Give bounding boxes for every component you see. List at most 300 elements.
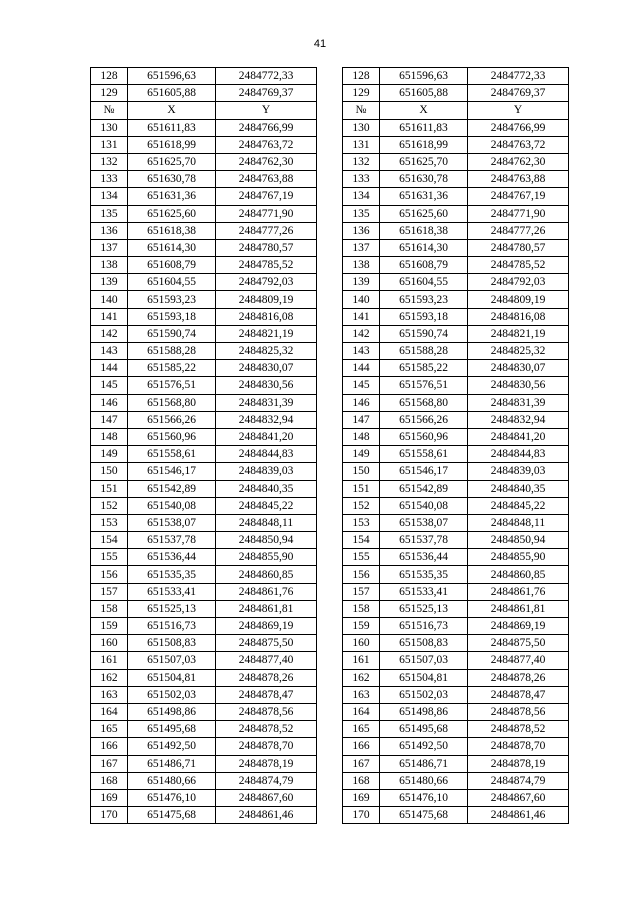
y-coordinate-cell: 2484878,52 [468, 721, 569, 738]
y-coordinate-cell: Y [468, 102, 569, 119]
table-row [91, 635, 569, 652]
y-coordinate-cell: 2484878,19 [216, 755, 317, 772]
table-row [91, 325, 569, 342]
table-row [91, 446, 569, 463]
column-gap [317, 652, 343, 669]
table-row [91, 411, 569, 428]
point-number-cell: 131 [343, 136, 380, 153]
y-coordinate-cell: 2484848,11 [216, 514, 317, 531]
y-coordinate-cell: 2484850,94 [216, 532, 317, 549]
column-gap [317, 738, 343, 755]
column-gap [317, 703, 343, 720]
y-coordinate-cell: 2484878,26 [216, 669, 317, 686]
x-coordinate-cell: 651585,22 [380, 360, 468, 377]
table-row [91, 669, 569, 686]
y-coordinate-cell: 2484831,39 [468, 394, 569, 411]
x-coordinate-cell: 651516,73 [128, 618, 216, 635]
x-coordinate-cell: 651593,18 [128, 308, 216, 325]
y-coordinate-cell: 2484831,39 [216, 394, 317, 411]
y-coordinate-cell: 2484878,70 [468, 738, 569, 755]
table-row [91, 652, 569, 669]
point-number-cell: 158 [343, 600, 380, 617]
column-gap [317, 360, 343, 377]
point-number-cell: 153 [91, 514, 128, 531]
x-coordinate-cell: 651542,89 [380, 480, 468, 497]
x-coordinate-cell: 651593,18 [380, 308, 468, 325]
x-coordinate-cell: 651504,81 [380, 669, 468, 686]
table-row [91, 738, 569, 755]
point-number-cell: 150 [343, 463, 380, 480]
column-gap [317, 600, 343, 617]
x-coordinate-cell: 651498,86 [128, 703, 216, 720]
column-gap [317, 343, 343, 360]
y-coordinate-cell: 2484769,37 [216, 85, 317, 102]
point-number-cell: 153 [343, 514, 380, 531]
table-row [91, 68, 569, 85]
point-number-cell: 151 [91, 480, 128, 497]
point-number-cell: 129 [91, 85, 128, 102]
y-coordinate-cell: 2484878,52 [216, 721, 317, 738]
x-coordinate-cell: X [380, 102, 468, 119]
y-coordinate-cell: 2484860,85 [468, 566, 569, 583]
point-number-cell: 147 [91, 411, 128, 428]
y-coordinate-cell: 2484878,56 [216, 703, 317, 720]
y-coordinate-cell: 2484877,40 [468, 652, 569, 669]
point-number-cell: 139 [91, 274, 128, 291]
x-coordinate-cell: 651568,80 [128, 394, 216, 411]
column-gap [317, 583, 343, 600]
x-coordinate-cell: 651546,17 [128, 463, 216, 480]
point-number-cell: 156 [91, 566, 128, 583]
table-row [91, 394, 569, 411]
y-coordinate-cell: 2484840,35 [216, 480, 317, 497]
table-row [91, 755, 569, 772]
x-coordinate-cell: 651631,36 [380, 188, 468, 205]
point-number-cell: 167 [91, 755, 128, 772]
column-gap [317, 394, 343, 411]
point-number-cell: 159 [91, 618, 128, 635]
column-gap [317, 377, 343, 394]
point-number-cell: 146 [91, 394, 128, 411]
column-gap [317, 325, 343, 342]
y-coordinate-cell: 2484832,94 [216, 411, 317, 428]
point-number-cell: 149 [91, 446, 128, 463]
y-coordinate-cell: 2484860,85 [216, 566, 317, 583]
y-coordinate-cell: 2484869,19 [468, 618, 569, 635]
y-coordinate-cell: 2484763,88 [468, 171, 569, 188]
x-coordinate-cell: 651608,79 [128, 257, 216, 274]
table-row [91, 308, 569, 325]
table-row [91, 789, 569, 806]
y-coordinate-cell: 2484821,19 [216, 325, 317, 342]
point-number-cell: 139 [343, 274, 380, 291]
y-coordinate-cell: 2484785,52 [216, 257, 317, 274]
x-coordinate-cell: 651546,17 [380, 463, 468, 480]
point-number-cell: 138 [343, 257, 380, 274]
x-coordinate-cell: X [128, 102, 216, 119]
x-coordinate-cell: 651480,66 [380, 772, 468, 789]
y-coordinate-cell: 2484763,72 [468, 136, 569, 153]
y-coordinate-cell: 2484867,60 [468, 789, 569, 806]
point-number-cell: 163 [91, 686, 128, 703]
y-coordinate-cell: 2484840,35 [468, 480, 569, 497]
x-coordinate-cell: 651502,03 [128, 686, 216, 703]
point-number-cell: 148 [91, 428, 128, 445]
y-coordinate-cell: 2484878,56 [468, 703, 569, 720]
x-coordinate-cell: 651492,50 [380, 738, 468, 755]
point-number-cell: 136 [91, 222, 128, 239]
table-row [91, 274, 569, 291]
x-coordinate-cell: 651542,89 [128, 480, 216, 497]
x-coordinate-cell: 651590,74 [380, 325, 468, 342]
point-number-cell: 143 [343, 343, 380, 360]
y-coordinate-cell: 2484792,03 [216, 274, 317, 291]
y-coordinate-cell: 2484830,07 [468, 360, 569, 377]
y-coordinate-cell: 2484861,81 [468, 600, 569, 617]
point-number-cell: 157 [343, 583, 380, 600]
point-number-cell: 164 [91, 703, 128, 720]
x-coordinate-cell: 651593,23 [128, 291, 216, 308]
x-coordinate-cell: 651533,41 [380, 583, 468, 600]
column-gap [317, 514, 343, 531]
y-coordinate-cell: 2484762,30 [468, 153, 569, 170]
y-coordinate-cell: 2484878,70 [216, 738, 317, 755]
point-number-cell: 162 [91, 669, 128, 686]
x-coordinate-cell: 651475,68 [128, 807, 216, 824]
x-coordinate-cell: 651495,68 [380, 721, 468, 738]
x-coordinate-cell: 651558,61 [380, 446, 468, 463]
y-coordinate-cell: 2484825,32 [216, 343, 317, 360]
x-coordinate-cell: 651538,07 [128, 514, 216, 531]
column-gap [317, 532, 343, 549]
column-gap [317, 205, 343, 222]
x-coordinate-cell: 651625,70 [380, 153, 468, 170]
table-row [91, 497, 569, 514]
x-coordinate-cell: 651631,36 [128, 188, 216, 205]
column-gap [317, 68, 343, 85]
x-coordinate-cell: 651585,22 [128, 360, 216, 377]
point-number-cell: 129 [343, 85, 380, 102]
table-row [91, 222, 569, 239]
column-gap [317, 239, 343, 256]
x-coordinate-cell: 651486,71 [380, 755, 468, 772]
column-gap [317, 789, 343, 806]
table-row [91, 703, 569, 720]
y-coordinate-cell: 2484867,60 [216, 789, 317, 806]
point-number-cell: 160 [343, 635, 380, 652]
column-gap [317, 566, 343, 583]
table-row [91, 583, 569, 600]
column-gap [317, 222, 343, 239]
y-coordinate-cell: 2484785,52 [468, 257, 569, 274]
x-coordinate-cell: 651535,35 [380, 566, 468, 583]
point-number-cell: 128 [343, 68, 380, 85]
x-coordinate-cell: 651560,96 [128, 428, 216, 445]
x-coordinate-cell: 651537,78 [380, 532, 468, 549]
table-row [91, 686, 569, 703]
column-gap [317, 549, 343, 566]
point-number-cell: 132 [343, 153, 380, 170]
x-coordinate-cell: 651502,03 [380, 686, 468, 703]
table-row [91, 549, 569, 566]
column-gap [317, 136, 343, 153]
column-gap [317, 119, 343, 136]
table-row [91, 480, 569, 497]
y-coordinate-cell: 2484861,76 [468, 583, 569, 600]
table-header-row [91, 102, 569, 119]
point-number-cell: 168 [91, 772, 128, 789]
y-coordinate-cell: 2484830,56 [468, 377, 569, 394]
y-coordinate-cell: 2484821,19 [468, 325, 569, 342]
table-row [91, 600, 569, 617]
y-coordinate-cell: 2484772,33 [468, 68, 569, 85]
x-coordinate-cell: 651625,60 [128, 205, 216, 222]
x-coordinate-cell: 651596,63 [128, 68, 216, 85]
x-coordinate-cell: 651614,30 [128, 239, 216, 256]
x-coordinate-cell: 651498,86 [380, 703, 468, 720]
point-number-cell: № [343, 102, 380, 119]
y-coordinate-cell: 2484878,19 [468, 755, 569, 772]
column-gap [317, 428, 343, 445]
point-number-cell: 149 [343, 446, 380, 463]
x-coordinate-cell: 651525,13 [128, 600, 216, 617]
point-number-cell: 141 [343, 308, 380, 325]
y-coordinate-cell: 2484766,99 [468, 119, 569, 136]
x-coordinate-cell: 651618,38 [380, 222, 468, 239]
point-number-cell: 166 [91, 738, 128, 755]
x-coordinate-cell: 651495,68 [128, 721, 216, 738]
y-coordinate-cell: 2484825,32 [468, 343, 569, 360]
x-coordinate-cell: 651475,68 [380, 807, 468, 824]
x-coordinate-cell: 651492,50 [128, 738, 216, 755]
y-coordinate-cell: 2484878,26 [468, 669, 569, 686]
x-coordinate-cell: 651480,66 [128, 772, 216, 789]
column-gap [317, 102, 343, 119]
point-number-cell: 159 [343, 618, 380, 635]
point-number-cell: 160 [91, 635, 128, 652]
x-coordinate-cell: 651508,83 [380, 635, 468, 652]
column-gap [317, 257, 343, 274]
y-coordinate-cell: 2484772,33 [216, 68, 317, 85]
x-coordinate-cell: 651540,08 [128, 497, 216, 514]
table-row [91, 257, 569, 274]
point-number-cell: 152 [91, 497, 128, 514]
x-coordinate-cell: 651608,79 [380, 257, 468, 274]
point-number-cell: 154 [91, 532, 128, 549]
y-coordinate-cell: 2484839,03 [468, 463, 569, 480]
y-coordinate-cell: 2484809,19 [216, 291, 317, 308]
y-coordinate-cell: 2484861,46 [216, 807, 317, 824]
point-number-cell: 136 [343, 222, 380, 239]
y-coordinate-cell: 2484845,22 [468, 497, 569, 514]
column-gap [317, 721, 343, 738]
x-coordinate-cell: 651611,83 [380, 119, 468, 136]
point-number-cell: 133 [91, 171, 128, 188]
point-number-cell: 164 [343, 703, 380, 720]
y-coordinate-cell: 2484771,90 [468, 205, 569, 222]
column-gap [317, 85, 343, 102]
point-number-cell: 170 [343, 807, 380, 824]
y-coordinate-cell: 2484763,72 [216, 136, 317, 153]
y-coordinate-cell: 2484763,88 [216, 171, 317, 188]
y-coordinate-cell: 2484767,19 [468, 188, 569, 205]
point-number-cell: 165 [91, 721, 128, 738]
table-row [91, 532, 569, 549]
table-row [91, 171, 569, 188]
point-number-cell: 144 [343, 360, 380, 377]
point-number-cell: 162 [343, 669, 380, 686]
point-number-cell: 163 [343, 686, 380, 703]
x-coordinate-cell: 651605,88 [380, 85, 468, 102]
column-gap [317, 463, 343, 480]
column-gap [317, 772, 343, 789]
point-number-cell: 161 [343, 652, 380, 669]
column-gap [317, 274, 343, 291]
point-number-cell: 166 [343, 738, 380, 755]
y-coordinate-cell: 2484848,11 [468, 514, 569, 531]
x-coordinate-cell: 651535,35 [128, 566, 216, 583]
x-coordinate-cell: 651525,13 [380, 600, 468, 617]
y-coordinate-cell: 2484844,83 [468, 446, 569, 463]
column-gap [317, 755, 343, 772]
x-coordinate-cell: 651476,10 [380, 789, 468, 806]
table-row [91, 514, 569, 531]
x-coordinate-cell: 651604,55 [128, 274, 216, 291]
y-coordinate-cell: 2484832,94 [468, 411, 569, 428]
point-number-cell: 155 [343, 549, 380, 566]
table-row [91, 239, 569, 256]
point-number-cell: 143 [91, 343, 128, 360]
table-row [91, 343, 569, 360]
point-number-cell: 165 [343, 721, 380, 738]
y-coordinate-cell: 2484845,22 [216, 497, 317, 514]
y-coordinate-cell: 2484830,07 [216, 360, 317, 377]
y-coordinate-cell: 2484839,03 [216, 463, 317, 480]
point-number-cell: 130 [91, 119, 128, 136]
y-coordinate-cell: 2484875,50 [468, 635, 569, 652]
point-number-cell: 135 [91, 205, 128, 222]
y-coordinate-cell: 2484767,19 [216, 188, 317, 205]
table-row [91, 721, 569, 738]
column-gap [317, 446, 343, 463]
x-coordinate-cell: 651537,78 [128, 532, 216, 549]
x-coordinate-cell: 651504,81 [128, 669, 216, 686]
y-coordinate-cell: 2484855,90 [468, 549, 569, 566]
column-gap [317, 411, 343, 428]
table-row [91, 360, 569, 377]
x-coordinate-cell: 651566,26 [128, 411, 216, 428]
table-row [91, 85, 569, 102]
y-coordinate-cell: 2484875,50 [216, 635, 317, 652]
y-coordinate-cell: 2484874,79 [216, 772, 317, 789]
x-coordinate-cell: 651508,83 [128, 635, 216, 652]
y-coordinate-cell: 2484844,83 [216, 446, 317, 463]
y-coordinate-cell: 2484771,90 [216, 205, 317, 222]
table-row [91, 291, 569, 308]
table-row [91, 566, 569, 583]
y-coordinate-cell: 2484780,57 [216, 239, 317, 256]
table-row [91, 807, 569, 824]
coordinates-table [90, 67, 569, 824]
y-coordinate-cell: 2484809,19 [468, 291, 569, 308]
column-gap [317, 497, 343, 514]
point-number-cell: 128 [91, 68, 128, 85]
point-number-cell: 134 [91, 188, 128, 205]
x-coordinate-cell: 651605,88 [128, 85, 216, 102]
y-coordinate-cell: 2484816,08 [216, 308, 317, 325]
x-coordinate-cell: 651625,70 [128, 153, 216, 170]
column-gap [317, 308, 343, 325]
table-row [91, 153, 569, 170]
table-row [91, 618, 569, 635]
point-number-cell: 152 [343, 497, 380, 514]
point-number-cell: 147 [343, 411, 380, 428]
table-row [91, 377, 569, 394]
point-number-cell: 142 [91, 325, 128, 342]
x-coordinate-cell: 651533,41 [128, 583, 216, 600]
point-number-cell: 130 [343, 119, 380, 136]
x-coordinate-cell: 651630,78 [128, 171, 216, 188]
point-number-cell: 140 [343, 291, 380, 308]
point-number-cell: 138 [91, 257, 128, 274]
point-number-cell: 161 [91, 652, 128, 669]
x-coordinate-cell: 651486,71 [128, 755, 216, 772]
x-coordinate-cell: 651540,08 [380, 497, 468, 514]
point-number-cell: 137 [343, 239, 380, 256]
x-coordinate-cell: 651538,07 [380, 514, 468, 531]
point-number-cell: 151 [343, 480, 380, 497]
x-coordinate-cell: 651611,83 [128, 119, 216, 136]
point-number-cell: 146 [343, 394, 380, 411]
y-coordinate-cell: 2484869,19 [216, 618, 317, 635]
y-coordinate-cell: 2484878,47 [216, 686, 317, 703]
x-coordinate-cell: 651588,28 [380, 343, 468, 360]
x-coordinate-cell: 651507,03 [380, 652, 468, 669]
x-coordinate-cell: 651588,28 [128, 343, 216, 360]
column-gap [317, 618, 343, 635]
x-coordinate-cell: 651558,61 [128, 446, 216, 463]
y-coordinate-cell: 2484861,81 [216, 600, 317, 617]
x-coordinate-cell: 651507,03 [128, 652, 216, 669]
y-coordinate-cell: 2484878,47 [468, 686, 569, 703]
point-number-cell: 169 [91, 789, 128, 806]
column-gap [317, 635, 343, 652]
y-coordinate-cell: 2484855,90 [216, 549, 317, 566]
point-number-cell: 135 [343, 205, 380, 222]
x-coordinate-cell: 651604,55 [380, 274, 468, 291]
page-number: 41 [313, 38, 327, 50]
y-coordinate-cell: 2484777,26 [468, 222, 569, 239]
x-coordinate-cell: 651568,80 [380, 394, 468, 411]
point-number-cell: 140 [91, 291, 128, 308]
point-number-cell: № [91, 102, 128, 119]
point-number-cell: 145 [91, 377, 128, 394]
x-coordinate-cell: 651630,78 [380, 171, 468, 188]
table-row [91, 188, 569, 205]
x-coordinate-cell: 651618,99 [128, 136, 216, 153]
point-number-cell: 158 [91, 600, 128, 617]
point-number-cell: 156 [343, 566, 380, 583]
point-number-cell: 157 [91, 583, 128, 600]
x-coordinate-cell: 651476,10 [128, 789, 216, 806]
column-gap [317, 807, 343, 824]
x-coordinate-cell: 651618,99 [380, 136, 468, 153]
x-coordinate-cell: 651593,23 [380, 291, 468, 308]
x-coordinate-cell: 651596,63 [380, 68, 468, 85]
y-coordinate-cell: 2484841,20 [468, 428, 569, 445]
x-coordinate-cell: 651516,73 [380, 618, 468, 635]
x-coordinate-cell: 651590,74 [128, 325, 216, 342]
